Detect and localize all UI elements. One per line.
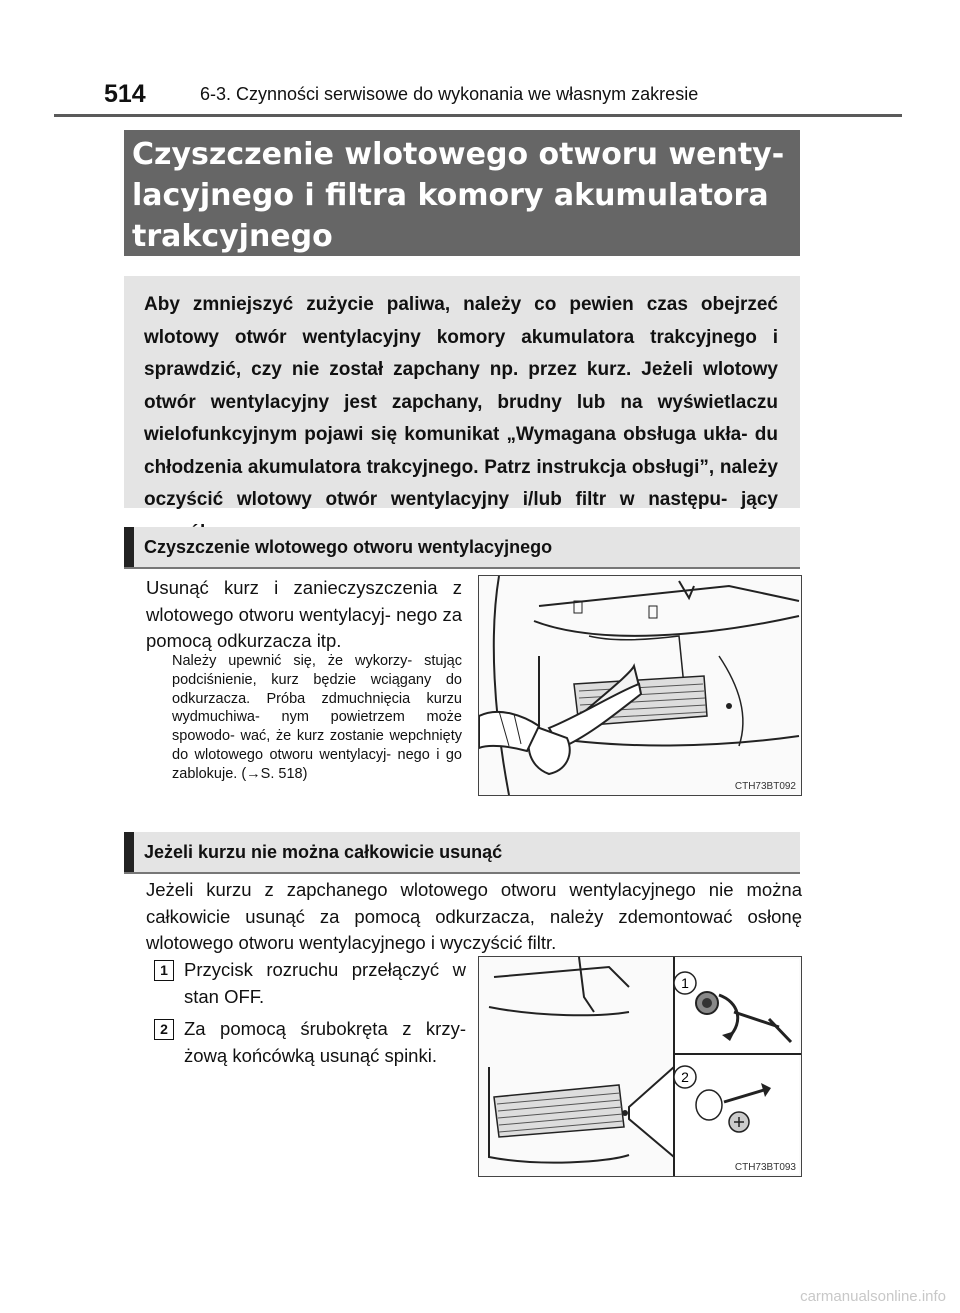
intro-paragraph: Aby zmniejszyć zużycie paliwa, należy co pewien czas obejrzeć wlotowy otwór wentylacyjny komory akumulatora trakcyjnego i sprawdzić, czy nie został zapchany np. przez kurz. Jeżeli wlotowy otwór wentylacyjny jest zapchany, brudny lub na wyświetlaczu wielofunkcyjnym pojawi się komunikat „Wymagana obsługa ukła- du chłodzenia akumulatora trakcyjnego. Patrz instrukcja obsługi”, należy oczyścić wlotowy otwór wentylacyjny i/lub filtr w następu- jący [124,276,800,508]
title-line-2: lacyjnego i filtra komory akumulatora [132,178,769,213]
watermark: carmanualsonline.info [800,1288,946,1305]
subheading-dust-removal [124,832,800,872]
figure-code: CTH73BT092 [734,781,796,792]
title-line-1: Czyszczenie wlotowego otworu wenty- [132,137,785,172]
callout-1: 1 [681,975,689,991]
dust-removal-instruction: Jeżeli kurzu z zapchanego wlotowego otworu wentylacyjnego nie można całkowicie usunąć za pomocą odkurzacza, należy zdemontować osłonę wlotowego otworu wentylacyjnego i wyczyścić filtr. [146,879,802,953]
figure-clip-removal [478,956,802,1177]
header-divider [54,114,902,117]
figure-vacuum-cleaning [478,575,802,796]
vacuum-illustration [479,576,801,795]
cleaning-instruction: Usunąć kurz i zanieczyszczenia z wlotowego otworu wentylacyj- nego za pomocą odkurzacza itp. [146,577,462,651]
clip-removal-illustration [479,957,801,1176]
section-title: 6-3. Czynności serwisowe do wykonania we własnym zakresie [200,84,699,104]
step-2-number: 2 [154,1019,174,1040]
page-number: 514 [104,80,146,108]
cleaning-note: Należy upewnić się, że wykorzy- stując podciśnienie, kurz będzie wciągany do odkurzacza. Próba zdmuchnięcia kurzu wydmuchiwa- nym powietrzem może spowodo- wać, że kurz zostanie wepchnięty do wlotowego otworu wentylacyj- nego i go zablokuje. (→S. 518) [172,653,462,782]
step-1-text: Przycisk rozruchu przełączyć w stan OFF. [184,959,466,1007]
subheading-dust-removal-label: Jeżeli kurzu nie można całkowicie usunąć [144,842,503,862]
step-2-text: Za pomocą śrubokręta z krzy- żową końcówką usunąć spinki. [184,1018,466,1066]
subheading-cleaning-label: Czyszczenie wlotowego otworu wentylacyjnego [144,537,553,557]
figure-code: CTH73BT093 [734,1162,796,1173]
page-title [124,130,800,256]
step-1-number: 1 [154,960,174,981]
step-2 [154,1016,464,1072]
vent-grille [494,1085,624,1137]
step-1 [154,957,464,1013]
callout-2: 2 [681,1069,689,1085]
subheading-cleaning [124,527,800,567]
title-line-3: trakcyjnego [132,219,333,254]
